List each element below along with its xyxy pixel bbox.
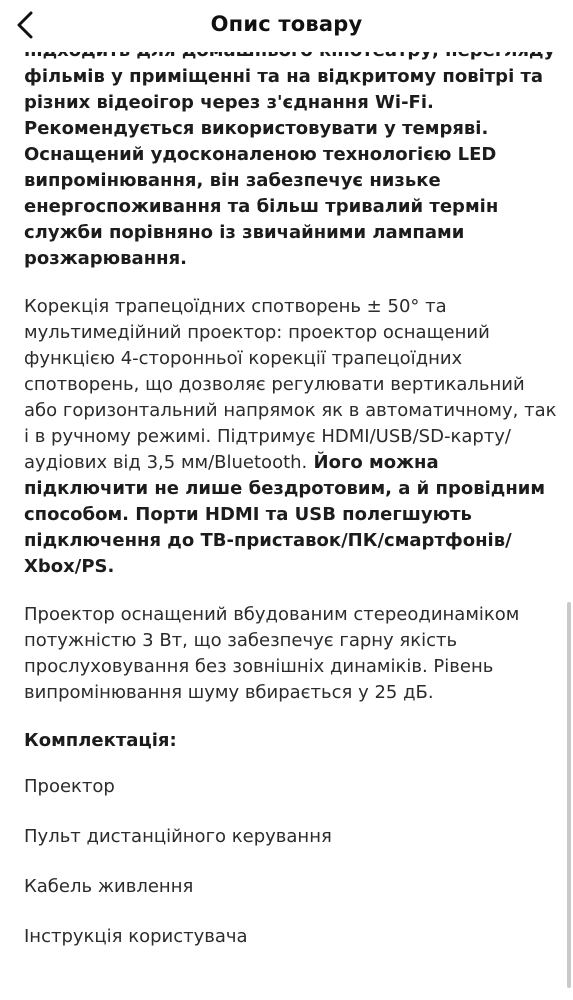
mixed-text-line xyxy=(24,450,552,476)
text-line: Оснащений удосконаленою технологією LED xyxy=(24,144,497,165)
scrollbar[interactable] xyxy=(567,602,571,988)
kit-heading: Комплектація: xyxy=(24,730,177,751)
text-line: випромінювання шуму вбирається у 25 дБ. xyxy=(24,682,434,703)
text-line: або горизонтальний напрямок як в автоматичному, так xyxy=(24,400,557,421)
text-line: підключення до ТВ-приставок/ПК/смартфонів/ xyxy=(24,530,512,551)
product-description xyxy=(24,38,557,974)
text-line: Рекомендується використовувати у темряві. xyxy=(24,118,489,139)
description-paragraph-3 xyxy=(24,602,552,706)
text-line: мультимедійний проектор: проектор оснащений xyxy=(24,322,490,343)
description-paragraph-1 xyxy=(24,38,552,272)
text-line: Проектор оснащений вбудованим стереодинаміком xyxy=(24,604,520,625)
bold-text-fragment: Його можна xyxy=(307,452,439,473)
text-line: фільмів у приміщенні та на відкритому повітрі та xyxy=(24,66,544,87)
text-line: служби порівняно із звичайними лампами xyxy=(24,222,465,243)
text-line: підключити не лише бездротовим, а й провідним xyxy=(24,478,546,499)
description-paragraph-2 xyxy=(24,294,557,580)
text-line: Корекція трапецоїдних спотворень ± 50° та xyxy=(24,296,447,317)
text-line: розжарювання. xyxy=(24,248,187,269)
text-line: енергоспоживання та більш тривалий термін xyxy=(24,196,499,217)
kit-item-manual: Інструкція користувача xyxy=(24,926,248,947)
text-line: способом. Порти HDMI та USB полегшують xyxy=(24,504,472,525)
text-line: різних відеоігор через з'єднання Wi-Fi. xyxy=(24,92,434,113)
text-line: випромінювання, він забезпечує низьке xyxy=(24,170,441,191)
kit-item-projector: Проектор xyxy=(24,776,115,797)
text-line: і в ручному режимі. Підтримує HDMI/USB/SD-карту/ xyxy=(24,426,511,447)
text-line: функцією 4-сторонньої корекції трапецоїдних xyxy=(24,348,463,369)
kit-item-remote: Пульт дистанційного керування xyxy=(24,826,332,847)
text-line: спотворень, що дозволяє регулювати вертикальний xyxy=(24,374,525,395)
text-fragment: аудіових від 3,5 мм/Bluetooth. xyxy=(24,452,308,473)
text-line: Xbox/PS. xyxy=(24,556,115,577)
text-line: потужністю 3 Вт, що забезпечує гарну якість xyxy=(24,630,458,651)
top-bar xyxy=(0,0,573,52)
kit-item-power-cable: Кабель живлення xyxy=(24,876,194,897)
page-title: Опис товару xyxy=(210,12,363,36)
text-line: прослуховування без зовнішніх динаміків. Рівень xyxy=(24,656,494,677)
